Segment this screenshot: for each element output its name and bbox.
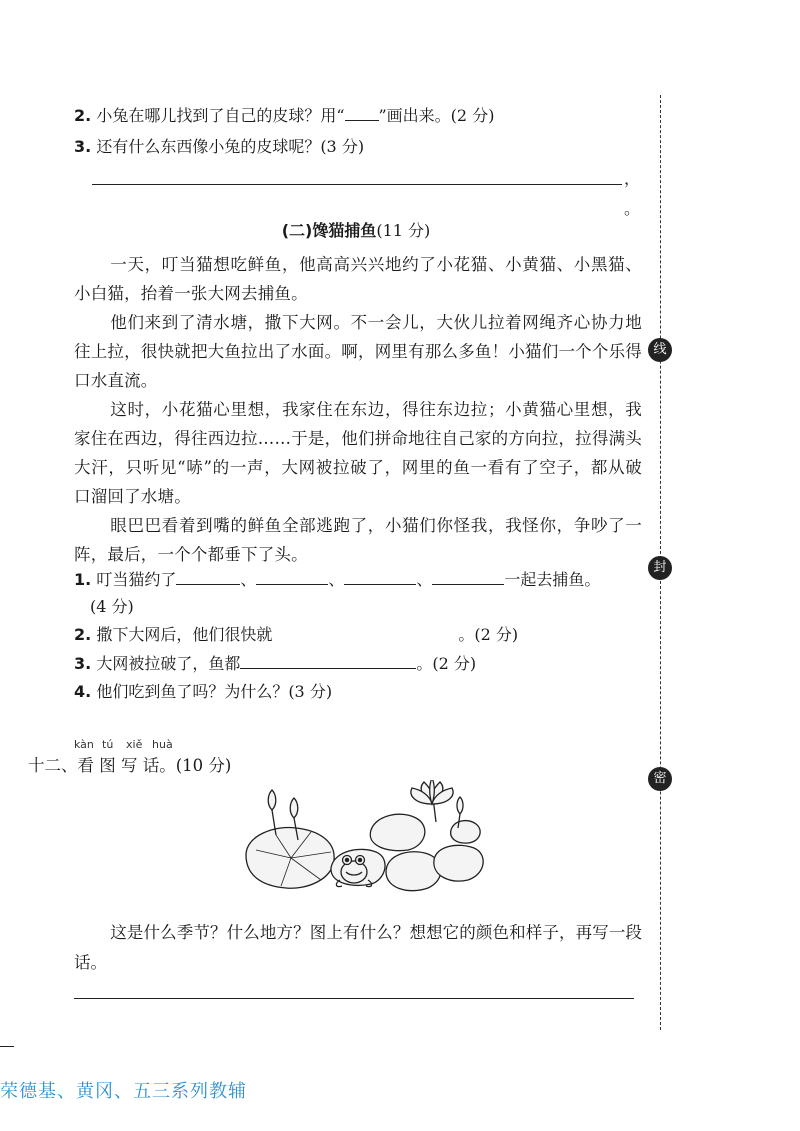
margin-seal: 密 [648, 767, 672, 791]
writing-prompt: 这是什么季节？什么地方？图上有什么？想想它的颜色和样子，再写一段话。 [74, 923, 642, 972]
lotus-frog-illustration [236, 780, 506, 905]
period-mark: 。 [624, 199, 641, 218]
section-title: (二)馋猫捕鱼(11 分) [281, 221, 431, 240]
answer-blank[interactable] [256, 568, 328, 585]
corner-mark [0, 1046, 14, 1047]
question-3b: 3. 大网被拉破了，鱼都 。(2 分) [74, 654, 477, 673]
question-2: 2. 小兔在哪儿找到了自己的皮球？用“ ”画出来。(2 分) [74, 106, 495, 125]
section-twelve-title: 十二、看 图 写 话。(10 分) [28, 756, 232, 775]
pinyin-row: kàn tú xiě huà [74, 738, 173, 751]
story-paragraph: 这时，小花猫心里想，我家住在东边，得往东边拉；小黄猫心里想，我家住在西边，得往西边拉……于是，他们拼命地往自己家的方向拉，拉得满头大汗，只听见“哧”的一声，大网被拉破了，网里的鱼一看有了空子，都从破口溜回了水塘。 [74, 400, 642, 506]
story-paragraph: 眼巴巴看着到嘴的鲜鱼全部逃跑了，小猫们你怪我，我怪你，争吵了一阵，最后，一个个都垂下了头。 [74, 516, 642, 564]
writing-line[interactable] [74, 998, 634, 999]
answer-blank[interactable] [176, 568, 240, 585]
question-1: 1. 叮当猫约了 、 、 、 一起去捕鱼。 [74, 570, 601, 589]
question-2b: 2. 撒下大网后，他们很快就 。(2 分) [74, 625, 519, 644]
answer-line[interactable] [92, 184, 622, 185]
story-paragraph: 一天，叮当猫想吃鲜鱼，他高高兴兴地约了小花猫、小黄猫、小黑猫、小白猫，抬着一张大网去捕鱼。 [74, 255, 642, 303]
answer-blank[interactable] [345, 104, 379, 121]
footer-brand: 荣德基、黄冈、五三系列教辅 [0, 1081, 247, 1102]
story-paragraph: 他们来到了清水塘，撒下大网。不一会儿，大伙儿拉着网绳齐心协力地往上拉，很快就把大鱼拉出了水面。啊，网里有那么多鱼！小猫们一个个乐得口水直流。 [74, 313, 642, 390]
answer-blank[interactable] [432, 568, 504, 585]
answer-blank[interactable] [344, 568, 416, 585]
margin-seal: 封 [648, 556, 672, 580]
comma-mark: ， [624, 169, 641, 188]
answer-blank[interactable] [240, 652, 416, 669]
question-3: 3. 还有什么东西像小兔的皮球呢？(3 分) [74, 137, 365, 156]
question-4b: 4. 他们吃到鱼了吗？为什么？(3 分) [74, 682, 333, 701]
margin-seal: 线 [648, 338, 672, 362]
question-1-score: (4 分) [90, 597, 134, 616]
